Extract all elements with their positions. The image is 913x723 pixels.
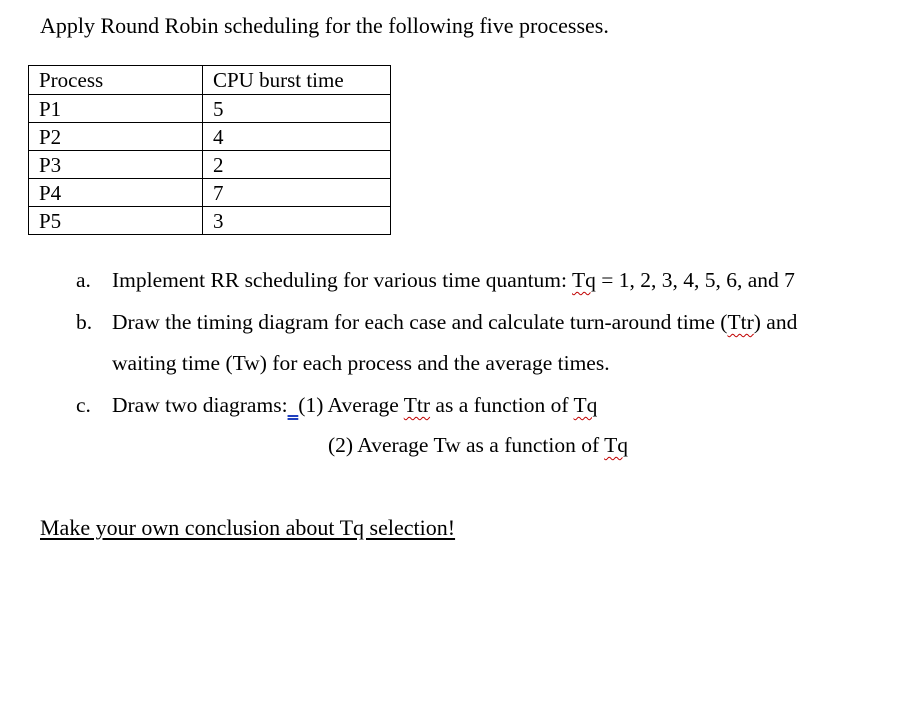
burst-time: 2 [203, 151, 391, 179]
burst-time: 5 [203, 95, 391, 123]
task-b-line1 [112, 308, 797, 336]
ttr-term: Ttr [727, 310, 754, 334]
table-header-row [29, 66, 391, 95]
task-b-before: Draw the timing diagram for each case and calculate turn-around time ( [112, 310, 728, 334]
task-c-line2 [328, 431, 628, 459]
tq-term: Tq [604, 433, 629, 457]
process-name: P4 [29, 179, 203, 207]
header-process: Process [29, 66, 203, 95]
table-row [29, 151, 391, 179]
table-row [29, 207, 391, 235]
task-c-lead: Draw two diagrams: [112, 393, 288, 417]
list-marker-b: b. [76, 310, 93, 334]
burst-time: 7 [203, 179, 391, 207]
process-name: P2 [29, 123, 203, 151]
list-marker-c: c. [76, 393, 91, 417]
conclusion-text: Make your own conclusion about Tq selection! [40, 515, 456, 540]
tq-term: Tq [573, 393, 598, 417]
grammar-gap [288, 393, 299, 417]
task-a-before: Implement RR scheduling for various time quantum: [112, 268, 572, 292]
table-row [29, 179, 391, 207]
burst-time: 3 [203, 207, 391, 235]
process-name: P3 [29, 151, 203, 179]
header-cpu-burst-time: CPU burst time [203, 66, 391, 95]
table-row [29, 123, 391, 151]
diagram1-before: (1) Average [298, 393, 404, 417]
task-c-line1 [112, 391, 597, 419]
task-a-text [112, 266, 795, 294]
assignment-title: Apply Round Robin scheduling for the following five processes. [40, 13, 609, 38]
task-b-line2: waiting time (Tw) for each process and the average times. [112, 351, 610, 375]
task-b-after: ) and [753, 310, 798, 334]
burst-time: 4 [203, 123, 391, 151]
diagram2-before: (2) Average Tw as a function of [328, 433, 605, 457]
diagram1-mid: as a function of [430, 393, 574, 417]
task-a-after: = 1, 2, 3, 4, 5, 6, and 7 [595, 268, 795, 292]
ttr-term: Ttr [403, 393, 431, 417]
process-name: P5 [29, 207, 203, 235]
process-name: P1 [29, 95, 203, 123]
table-row [29, 95, 391, 123]
process-table [28, 65, 391, 235]
tq-term: Tq [572, 268, 596, 292]
list-marker-a: a. [76, 268, 91, 292]
